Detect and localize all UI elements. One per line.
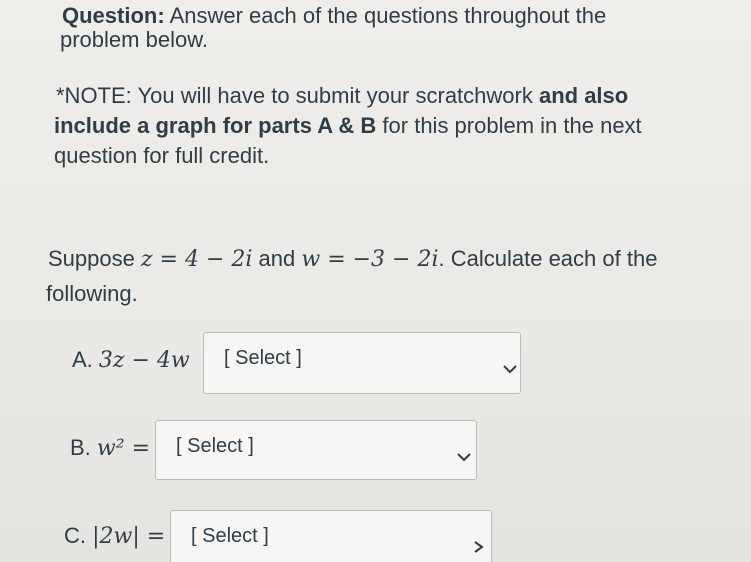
suppose-word: Suppose [48,246,141,271]
suppose-tail: . Calculate each of the [438,246,658,271]
note-line3: question for full credit. [54,143,270,168]
part-c-select-label: [ Select ] [191,525,269,547]
note-line2-bold: include a graph for parts A & B [54,113,377,138]
part-c-expression: |2w| = [92,524,166,549]
suppose-line1 [48,245,657,274]
chevron-down-icon [471,541,487,553]
suppose-line2: following. [46,281,138,306]
question-intro-line2: problem below. [60,27,208,52]
question-intro-text: Answer each of the questions throughout the [164,3,607,28]
note-line2-text: for this problem in the next [376,113,642,138]
chevron-down-icon [502,363,518,375]
part-c-prompt [64,522,165,551]
note-line1-text: *NOTE: You will have to submit your scratchwork [56,83,539,108]
part-c-answer-select[interactable] [170,510,492,562]
part-b-label: B. [70,435,91,460]
part-a-select-label: [ Select ] [224,347,302,369]
part-a-prompt [72,346,190,375]
part-b-prompt [70,434,150,463]
note-line2 [54,112,642,140]
note-line1 [56,82,628,110]
part-b-expression: w² = [96,436,150,461]
w-definition: w = −3 − 2i [301,247,439,272]
note-line1-bold: and also [538,83,629,108]
part-a-answer-select[interactable] [203,332,521,394]
z-definition: z = 4 − 2i [140,247,253,272]
part-a-expression: 3z − 4w [98,348,190,373]
part-b-answer-select[interactable] [155,420,477,480]
part-a-label: A. [72,347,93,372]
part-c-label: C. [64,523,86,548]
suppose-and: and [252,246,302,271]
question-heading: Question: [62,3,165,28]
part-b-select-label: [ Select ] [176,435,254,457]
chevron-down-icon [456,451,472,463]
